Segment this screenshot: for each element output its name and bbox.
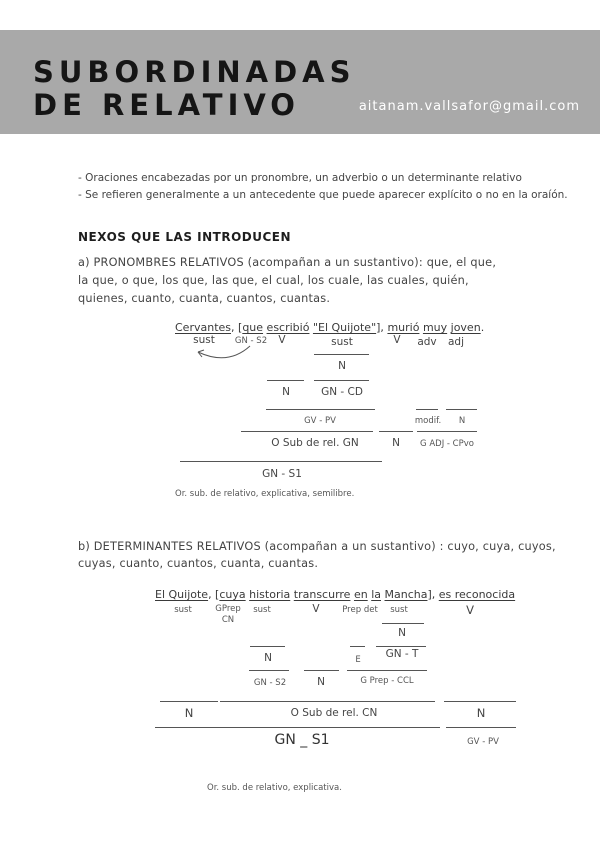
label-gprep: GPrep <box>215 604 241 614</box>
label-n: N <box>184 706 194 720</box>
title-line-1: SUBORDINADAS <box>33 55 356 89</box>
note-a: Or. sub. de relativo, explicativa, semilibre. <box>175 489 355 499</box>
word: El Quijote <box>155 588 209 601</box>
punct: . <box>480 321 485 334</box>
section-a-line-2: la que, o que, los que, las que, el cual, los cuale, las cuales, quién, <box>78 274 469 287</box>
label-sust: sust <box>193 334 215 346</box>
label-adv: adv <box>417 336 437 348</box>
tree-line <box>314 380 369 381</box>
intro-line-2: - Se refieren generalmente a un antecedente que puede aparecer explícito o no en la oraíón. <box>78 189 568 201</box>
label-e: E <box>355 655 361 665</box>
note-b: Or. sub. de relativo, explicativa. <box>207 783 342 793</box>
word: transcurre <box>293 588 351 601</box>
tree-line <box>446 727 516 728</box>
word: "El Quijote" <box>312 321 377 334</box>
label-sust: sust <box>331 336 353 348</box>
label-gprep-cn <box>215 604 241 626</box>
section-b-line-2: cuyas, cuanto, cuantos, cuanta, cuantas. <box>78 557 319 570</box>
tree-line <box>416 409 438 410</box>
label-o-sub-gn: O Sub de rel. GN <box>271 437 359 449</box>
page-title <box>33 56 356 122</box>
label-n: N <box>282 386 290 398</box>
label-n: N <box>458 416 466 426</box>
punct: ], <box>427 588 439 601</box>
tree-line <box>160 701 218 702</box>
section-b-line-1: b) DETERMINANTES RELATIVOS (acompañan a un sustantivo) : cuyo, cuya, cuyos, <box>78 540 556 553</box>
section-a-line-1: a) PRONOMBRES RELATIVOS (acompañan a un sustantivo): que, el que, <box>78 256 497 269</box>
word: la <box>371 588 381 601</box>
label-gv-pv: GV - PV <box>304 416 336 426</box>
label-sust: sust <box>174 605 192 615</box>
tree-line <box>376 646 426 647</box>
label-g-adj-cpvo: G ADJ - CPvo <box>420 439 474 449</box>
word: cuya <box>219 588 246 601</box>
word: muy <box>422 321 448 334</box>
label-o-sub-cn: O Sub de rel. CN <box>290 707 378 719</box>
tree-line <box>180 461 382 462</box>
label-gn-cd: GN - CD <box>321 386 363 398</box>
label-gn-s2: GN - S2 <box>253 678 287 688</box>
tree-line <box>314 354 369 355</box>
tree-line <box>241 431 373 432</box>
label-n: N <box>338 360 346 372</box>
tree-line <box>417 431 477 432</box>
tree-line <box>250 646 285 647</box>
punct: , [ <box>231 321 243 334</box>
label-gv-pv: GV - PV <box>467 737 499 747</box>
tree-line <box>266 409 375 410</box>
label-v: V <box>312 603 320 615</box>
tree-line <box>379 431 413 432</box>
word: joven <box>450 321 481 334</box>
word: que <box>242 321 264 334</box>
word: murió <box>387 321 420 334</box>
tree-line <box>155 727 440 728</box>
tree-line <box>347 670 427 671</box>
tree-line <box>267 380 304 381</box>
sentence-b <box>155 588 515 601</box>
word: es reconocida <box>438 588 516 601</box>
label-sust: sust <box>390 605 408 615</box>
word: historia <box>249 588 291 601</box>
title-line-2: DE RELATIVO <box>33 88 300 122</box>
label-v: V <box>393 334 401 346</box>
punct: , [ <box>208 588 220 601</box>
author-email: aitanam.vallsafor@gmail.com <box>358 99 580 114</box>
label-prep-det: Prep det <box>342 605 378 615</box>
label-n: N <box>398 627 406 639</box>
label-n: N <box>476 706 486 720</box>
tree-line <box>382 623 424 624</box>
punct: ], <box>376 321 388 334</box>
word: Mancha <box>384 588 428 601</box>
label-gn-s1: GN _ S1 <box>274 732 330 748</box>
word: en <box>353 588 368 601</box>
intro-line-1: - Oraciones encabezadas por un pronombre, un adverbio o un determinante relativo <box>78 172 522 184</box>
tree-line <box>220 701 435 702</box>
tree-line <box>304 670 339 671</box>
section-heading: NEXOS QUE LAS INTRODUCEN <box>78 230 292 244</box>
label-modif: modif. <box>414 416 442 426</box>
label-n: N <box>264 652 272 664</box>
tree-line <box>444 701 516 702</box>
label-v: V <box>278 334 286 346</box>
label-adj: adj <box>447 336 465 348</box>
label-n: N <box>317 676 325 688</box>
label-gn-s1: GN - S1 <box>262 468 302 480</box>
tree-line <box>446 409 477 410</box>
label-g-prep-ccl: G Prep - CCL <box>360 676 414 686</box>
antecedent-arrow-icon <box>190 344 256 366</box>
section-a-line-3: quienes, cuanto, cuanta, cuantos, cuantas. <box>78 292 331 305</box>
word: Cervantes <box>175 321 232 334</box>
label-gn-s2: GN - S2 <box>234 336 268 346</box>
label-v: V <box>466 603 474 617</box>
tree-line <box>350 646 365 647</box>
label-gn-t: GN - T <box>385 648 419 660</box>
label-sust: sust <box>253 605 271 615</box>
sentence-a <box>175 321 484 334</box>
word: escribió <box>266 321 310 334</box>
label-n: N <box>392 437 400 449</box>
tree-line <box>249 670 289 671</box>
label-cn: CN <box>221 615 235 625</box>
